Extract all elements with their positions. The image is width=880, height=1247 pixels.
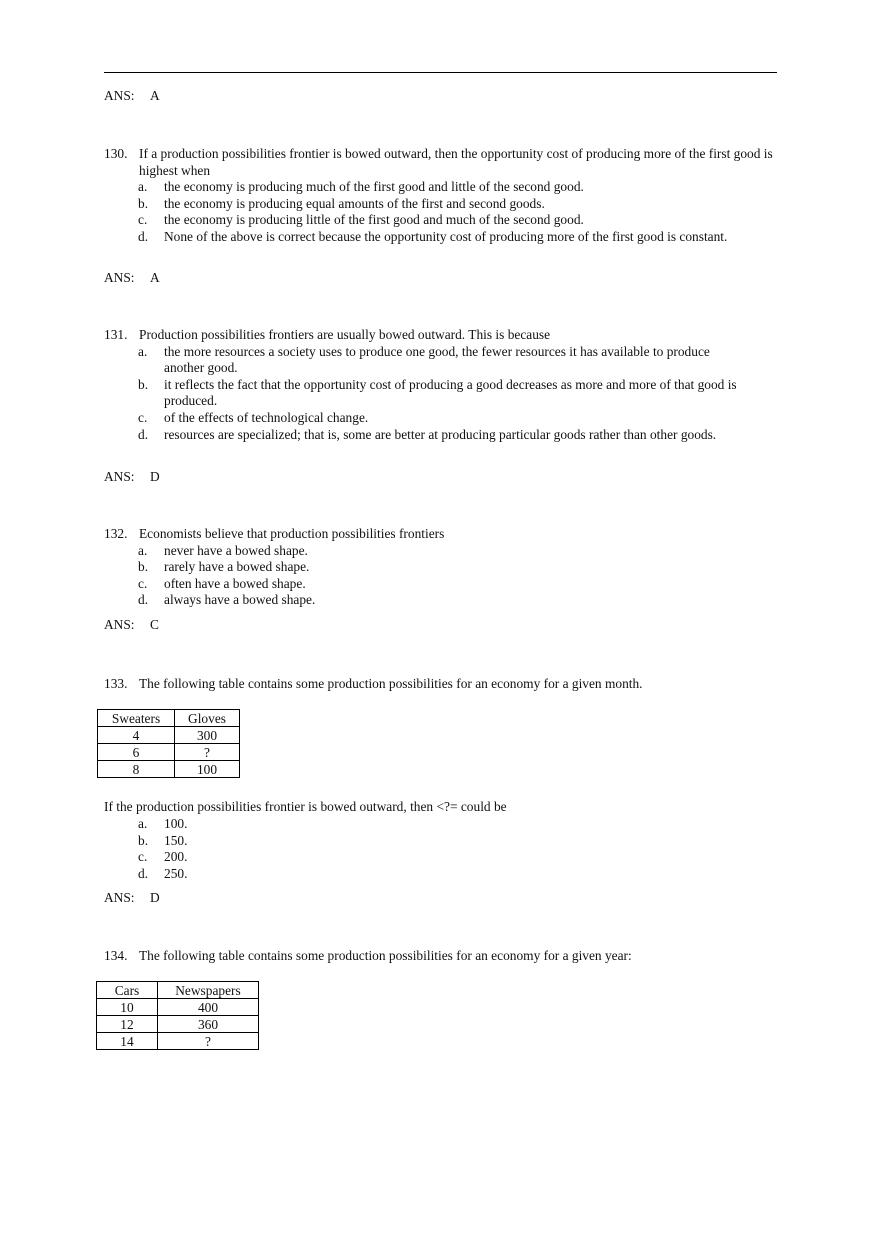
table-header-row: Sweaters Gloves [98,710,240,727]
top-rule [104,72,777,73]
table-row: 8 100 [98,761,240,778]
table-row: 12 360 [97,1016,259,1033]
option-d: d. None of the above is correct because the opportunity cost of producing more of the first good is constant. [138,228,728,244]
answer-129: ANS: A [104,88,160,103]
option-a: a. 100. [138,816,188,831]
option-d: d. resources are specialized; that is, some are better at producing particular goods rather than other goods. [138,426,717,442]
question-133-followup: If the production possibilities frontier is bowed outward, then <?= could be [104,799,507,814]
table-row: 4 300 [98,727,240,744]
option-b: b. the economy is producing equal amounts of the first and second goods. [138,195,545,211]
table-row: 6 ? [98,744,240,761]
answer-133: ANS: D [104,890,160,905]
option-b: b. 150. [138,832,188,848]
option-d: d. always have a bowed shape. [138,592,316,608]
sweaters-gloves-table [97,709,240,778]
question-131: 131. Production possibilities frontiers are usually bowed outward. This is because a. the more resources a society uses to produce one good, the fewer resources it has available to produce another good. b. it reflects the fact that the opportunity cost of producing a good decreases as more and more of that good is produced. c. of the effects of technological change. d. resources are specialized; that is, some are better at producing particular goods rather than other goods. [104,327,780,443]
question-132: 132. Economists believe that production possibilities frontiers a. never have a bowed shape. b. rarely have a bowed shape. c. often have a bowed shape. d. always have a bowed shape. [104,526,780,609]
answer-131: ANS: D [104,469,160,484]
question-130: 130. If a production possibilities frontier is bowed outward, then the opportunity cost of producing more of the first good is highest when a. the economy is producing much of the first good and little of the second good. b. the economy is producing equal amounts of the first and second goods. c. the economy is producing little of the first good and much of the second good. d. None of the above is correct because the opportunity cost of producing more of the first good is constant. [104,146,780,246]
cars-newspapers-table [96,981,259,1050]
option-d: d. 250. [138,865,188,881]
option-c: c. often have a bowed shape. [138,575,306,591]
option-a: a. never have a bowed shape. [138,542,308,558]
answer-130: ANS: A [104,270,160,285]
question-133: 133. The following table contains some production possibilities for an economy for a given month. [104,676,643,691]
answer-132: ANS: C [104,617,159,632]
option-c: c. the economy is producing little of the first good and much of the second good. [138,212,584,228]
option-a: a. the economy is producing much of the first good and little of the second good. [138,179,584,195]
table-row: 10 400 [97,999,259,1016]
option-b: b. it reflects the fact that the opportunity cost of producing a good decreases as more and more of that good is produced. [138,376,737,409]
question-133-options [104,816,780,882]
option-c: c. 200. [138,849,188,865]
table-header-row: Cars Newspapers [97,982,259,999]
option-b: b. rarely have a bowed shape. [138,559,310,575]
table-row: 14 ? [97,1033,259,1050]
question-134: 134. The following table contains some production possibilities for an economy for a given year: [104,948,632,963]
option-a: a. the more resources a society uses to produce one good, the fewer resources it has available to produce another good. [138,343,710,376]
option-c: c. of the effects of technological change. [138,409,369,425]
